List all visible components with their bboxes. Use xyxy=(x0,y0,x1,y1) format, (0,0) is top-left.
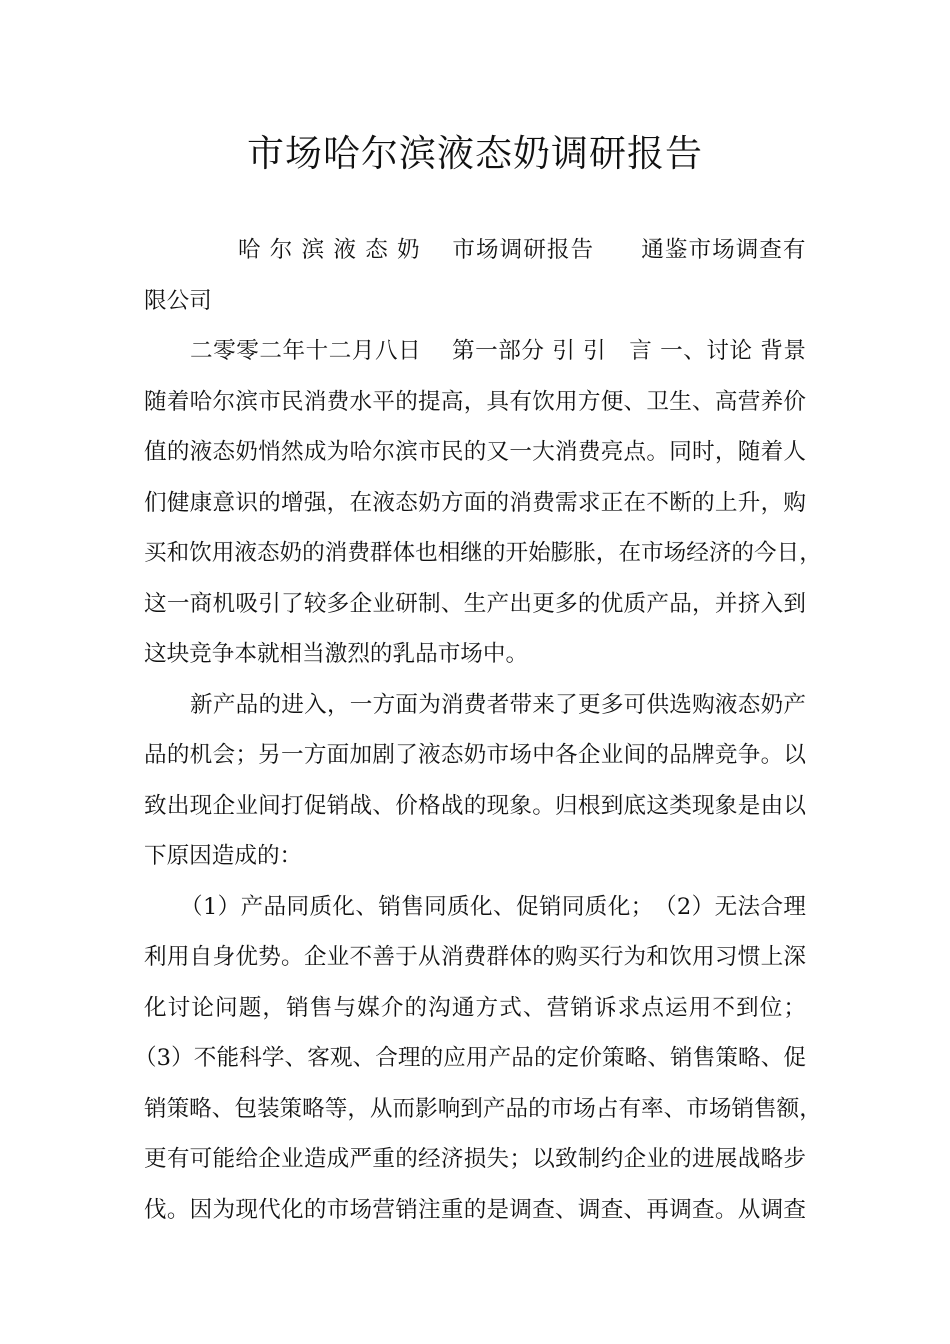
body-line: 伐。因为现代化的市场营销注重的是调查、调查、再调查。从调查 xyxy=(144,1196,806,1223)
body-line: （1）产品同质化、销售同质化、促销同质化； （2）无法合理 xyxy=(180,893,806,920)
body-line: 品的机会；另一方面加剧了液态奶市场中各企业间的品牌竞争。以 xyxy=(144,742,806,768)
body-line: 下原因造成的： xyxy=(144,843,303,869)
body-line: 这一商机吸引了较多企业研制、生产出更多的优质产品，并挤入到 xyxy=(144,590,806,617)
body-line: （3）不能科学、客观、合理的应用产品的定价策略、销售策略、促 xyxy=(134,1045,806,1071)
body-line: 随着哈尔滨市民消费水平的提高，具有饮用方便、卫生、高营养价 xyxy=(144,388,806,415)
body-line: 新产品的进入，一方面为消费者带来了更多可供选购液态奶产 xyxy=(190,691,806,718)
body-line: 销策略、包装策略等，从而影响到产品的市场占有率、市场销售额， xyxy=(144,1095,822,1122)
body-line: 二零零二年十二月八日 第一部分 引 引 言 一、讨论 背景 xyxy=(190,338,806,364)
document-title: 市场哈尔滨液态奶调研报告 xyxy=(247,132,703,175)
document-body xyxy=(134,225,822,1235)
body-line: 限公司 xyxy=(144,287,212,314)
body-line: 化讨论问题，销售与媒介的沟通方式、营销诉求点运用不到位； xyxy=(144,994,806,1021)
body-line: 利用自身优势。企业不善于从消费群体的购买行为和饮用习惯上深 xyxy=(144,944,806,970)
body-line: 买和饮用液态奶的消费群体也相继的开始膨胀，在市场经济的今日， xyxy=(144,540,822,566)
body-line: 这块竞争本就相当激烈的乳品市场中。 xyxy=(144,641,529,667)
body-line: 致出现企业间打促销战、价格战的现象。归根到底这类现象是由以 xyxy=(144,792,806,819)
body-line: 哈 尔 滨 液 态 奶 市场调研报告 通鉴市场调查有 xyxy=(238,237,806,263)
body-line: 更有可能给企业造成严重的经济损失；以致制约企业的进展战略步 xyxy=(144,1146,806,1172)
body-line: 们健康意识的增强，在液态奶方面的消费需求正在不断的上升，购 xyxy=(144,489,806,516)
body-line: 值的液态奶悄然成为哈尔滨市民的又一大消费亮点。同时，随着人 xyxy=(144,439,806,465)
